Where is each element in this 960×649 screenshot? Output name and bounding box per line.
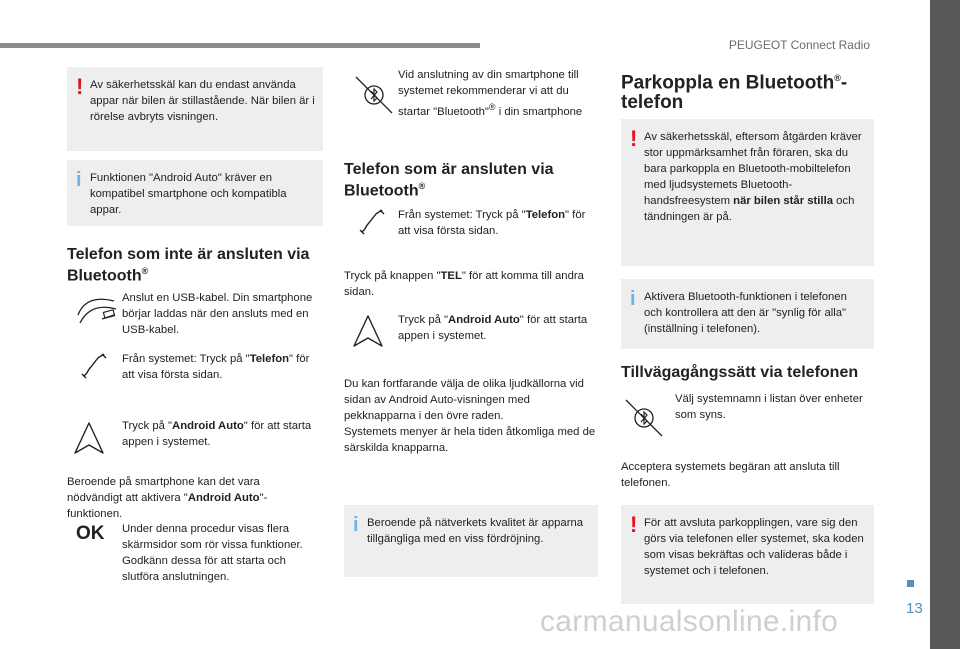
select-system-text: Välj systemnamn i listan över enheter som syns. <box>675 393 863 421</box>
ok-procedure-text: Under denna procedur visas flera skärmsidor som rör vissa funktioner. Godkänn dessa för att starta och slutföra anslutningen. <box>122 523 303 583</box>
watermark: carmanualsonline.info <box>540 605 839 638</box>
warning-box-apps <box>67 67 323 151</box>
tel-button-text: Tryck på knappen "TEL" för att komma till andra sidan. <box>344 270 584 298</box>
warning-icon: ! <box>630 126 638 151</box>
step-phone-text: Från systemet: Tryck på "Telefon" för att visa första sidan. <box>122 353 310 381</box>
step-android-auto-text: Tryck på "Android Auto" för att starta appen i systemet. <box>122 420 312 448</box>
header-bar <box>0 43 480 48</box>
accept-request-text: Acceptera systemets begäran att ansluta till telefonen. <box>621 461 840 489</box>
header-title: PEUGEOT Connect Radio <box>728 38 870 52</box>
bluetooth-icon <box>354 73 394 117</box>
section-heading-via-phone: Tillvägagångssätt via telefonen <box>621 364 859 381</box>
section-heading-bluetooth: Telefon som är ansluten via Bluetooth® <box>344 161 554 200</box>
warning-box-pairing <box>621 119 874 266</box>
android-auto-icon <box>72 421 106 455</box>
warning-icon: ! <box>76 74 84 99</box>
ok-icon: OK <box>76 523 105 544</box>
phone-icon <box>358 208 386 236</box>
info-box-visibility <box>621 279 874 349</box>
android-auto-icon <box>351 314 385 348</box>
step-android-auto-text: Tryck på "Android Auto" för att starta appen i systemet. <box>398 314 588 342</box>
info-icon: i <box>630 288 636 310</box>
info-text: Aktivera Bluetooth-funktionen i telefonen och kontrollera att den är "synlig för alla" (inställning i telefonen). <box>644 291 847 335</box>
audio-sources-text: Du kan fortfarande välja de olika ljudkällorna vid sidan av Android Auto-visningen med pekknapparna i den övre raden. <box>344 378 584 422</box>
info-text: Beroende på nätverkets kvalitet är apparna tillgängliga med en viss fördröjning. <box>367 517 584 545</box>
usb-cable-icon <box>74 293 120 329</box>
side-strip <box>930 0 960 649</box>
warning-icon: ! <box>630 512 638 537</box>
section-heading-pairing: Parkoppla en Bluetooth®- telefon <box>621 72 848 114</box>
warning-text: Av säkerhetsskäl kan du endast använda appar när bilen är stillastående. När bilen är i rörelse avbryts visningen. <box>90 79 315 123</box>
warning-box-code <box>621 505 874 604</box>
phone-icon <box>80 352 108 380</box>
bluetooth-recommendation-text: Vid anslutning av din smartphone till systemet rekommenderar vi att du startar "Bluetooth"® i din smartphone <box>398 69 583 118</box>
info-box-android-auto <box>67 160 323 226</box>
section-heading-not-bluetooth: Telefon som inte är ansluten via Bluetooth® <box>67 246 310 285</box>
info-text: Funktionen "Android Auto" kräver en kompatibel smartphone och kompatibla appar. <box>90 172 287 216</box>
bluetooth-icon <box>624 396 664 440</box>
info-box-network <box>344 505 598 577</box>
warning-text: För att avsluta parkopplingen, vare sig den görs via telefonen eller systemet, ska koden som visas bekräftas och valideras både i systemet och i telefonen. <box>644 517 864 577</box>
info-icon: i <box>76 169 82 191</box>
info-icon: i <box>353 514 359 536</box>
page-marker <box>907 580 914 587</box>
warning-text: Av säkerhetsskäl, eftersom åtgärden kräver stor uppmärksamhet från föraren, ska du bara parkoppla en Bluetooth-mobiltelefon med ljudsystemets Bluetooth-handsfreesystem när bilen står stilla och tändningen är på. <box>644 131 862 223</box>
android-auto-activation-text: Beroende på smartphone kan det vara nödvändigt att aktivera "Android Auto"-funktionen. <box>67 476 268 520</box>
step-usb-text: Anslut en USB-kabel. Din smartphone börjar laddas när den ansluts med en USB-kabel. <box>122 292 313 336</box>
step-phone-text: Från systemet: Tryck på "Telefon" för att visa första sidan. <box>398 209 586 237</box>
menus-text: Systemets menyer är hela tiden åtkomliga med de särskilda knapparna. <box>344 426 596 454</box>
page-number: 13 <box>906 600 923 617</box>
